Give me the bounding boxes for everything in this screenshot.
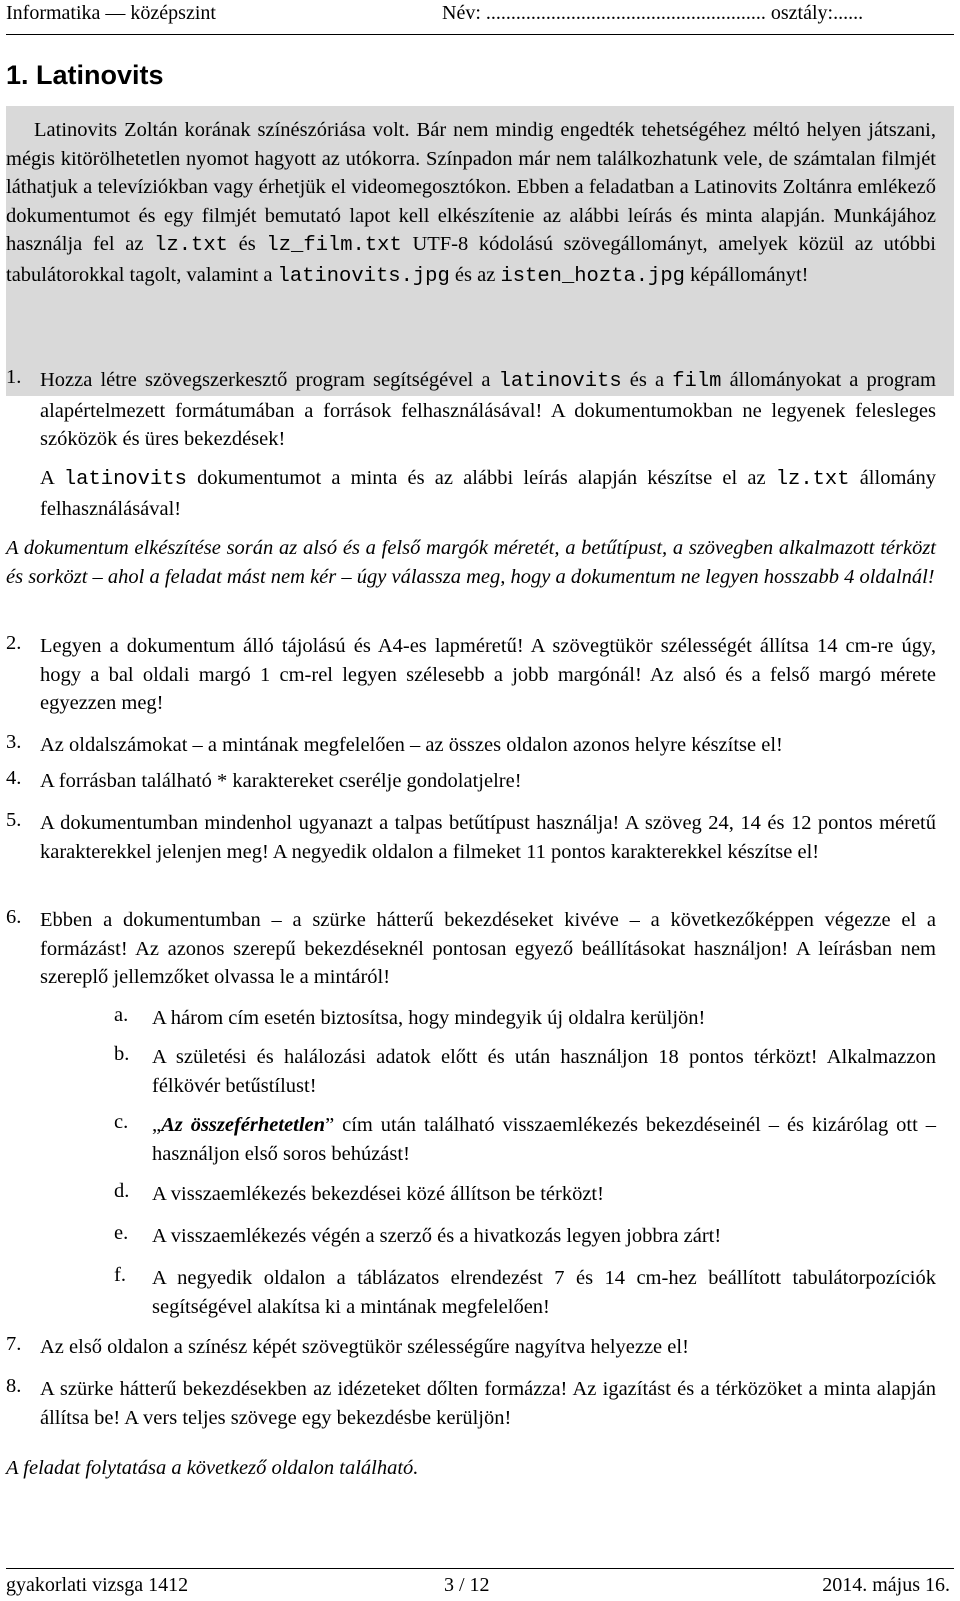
filename: latinovits.jpg: [277, 264, 450, 288]
footer-exam: gyakorlati vizsga 1412: [6, 1574, 189, 1596]
continue-note: A feladat folytatása a következő oldalon található.: [6, 1457, 419, 1479]
task-item-2: 2. Legyen a dokumentum álló tájolású és A4-es lapméretű! A szövegtükör szélességét állítsa 14 cm-re úgy, hogy a bal oldali margó 1 cm-rel legyen szélesebb a jobb margónál! Az alsó és a felső margó mérete egyezzen meg!: [6, 632, 936, 714]
latinovits-paragraph: A latinovits dokumentumot a minta és az alábbi leírás alapján készítse el az lz.txt állomány felhasználásával!: [40, 467, 936, 520]
task-item-4: 4. A forrásban található * karaktereket cserélje gondolatjelre!: [6, 767, 522, 792]
filename: lz_film.txt: [266, 234, 402, 257]
italic-note: A dokumentum elkészítése során az alsó és a felső margók méretét, a betűtípust, a szövegben alkalmazott térközt és sorközt – ahol a feladat mást nem kér – úgy válassza meg, hogy a dokumentum ne legyen hosszabb 4 oldalnál!: [6, 537, 936, 588]
subitem-f: f. A negyedik oldalon a táblázatos elrendezést 7 és 14 cm-hez beállított tabulátorpozíciók segítségével alakítsa ki a mintának megfelelően!: [114, 1264, 936, 1318]
footer-rule: [6, 1568, 954, 1569]
filename: isten_hozta.jpg: [500, 264, 685, 288]
task-item-3: 3. Az oldalszámokat – a mintának megfelelően – az összes oldalon azonos helyre készítse el!: [6, 731, 783, 756]
header-subject: Informatika — középszint: [6, 2, 216, 24]
intro-paragraph-1: Latinovits Zoltán korának színészóriása volt. Bár nem mindig engedték tehetségéhez méltó helyen játszani, mégis kitörölhetetlen nyomot hagyott az utókorra. Színpadon már nem találkozhatunk vele, de számtalan filmjét láthatjuk a televíziókban vagy érhetjük el videomegosztókon. Ebben a feladatban a Latinovits Zoltánra emlékező dokumentumot és egy filmjét bemutató lapot kell elkészítenie az alábbi leírás és minta alapján. Munkájához használja fel az lz.txt és lz_film.txt UTF-8 kódolású szövegállományt, amelyek közül az utóbbi tabulátorokkal tagolt, valamint a latinovits.jpg és az isten_hozta.jpg képállományt!: [6, 119, 936, 288]
task-title: 1. Latinovits: [6, 60, 164, 90]
subitem-d: d. A visszaemlékezés bekezdései közé állítson be térközt!: [114, 1180, 604, 1205]
task-item-1: 1. Hozza létre szövegszerkesztő program segítségével a latinovits és a film állományokat a program alapértelmezett formátumában a források felhasználásával! A dokumentumokban ne legyenek felesleges szóközök és üres bekezdések!: [6, 366, 936, 450]
header-rule: [6, 34, 954, 35]
intro-text: [6, 116, 936, 291]
filename: lz.txt: [154, 234, 228, 257]
item-number: 1.: [6, 366, 22, 388]
subitem-c: c. „Az összeférhetetlen” cím után található visszaemlékezés bekezdéseinél – és kizárólag ott – használjon első soros behúzást!: [114, 1111, 936, 1165]
task-item-7: 7. Az első oldalon a színész képét szövegtükör szélességűre nagyítva helyezze el!: [6, 1333, 689, 1358]
task-item-8: 8. A szürke hátterű bekezdésekben az idézeteket dőlten formázza! Az igazítást és a térközöket a minta alapján állítsa be! A vers teljes szövege egy bekezdésbe kerüljön!: [6, 1375, 936, 1429]
header-name-class: Név: ........................................................ osztály:......: [442, 2, 864, 24]
task-item-6: 6. Ebben a dokumentumban – a szürke hátterű bekezdéseket kivéve – a következőképpen végezze el a formázást! Az azonos szerepű bekezdéseknél pontosan egyező beállításokat használjon! A leírásban nem szereplő jellemzőket olvassa le a mintáról!: [6, 906, 936, 988]
page-header: [6, 2, 954, 32]
footer-page-number: 3 / 12: [444, 1574, 490, 1596]
task-item-5: 5. A dokumentumban mindenhol ugyanazt a talpas betűtípust használja! A szöveg 24, 14 és 12 pontos méretű karakterekkel jelenjen meg! A negyedik oldalon a filmeket 11 pontos karakterekkel készítse el!: [6, 809, 936, 863]
subitem-a: a. A három cím esetén biztosítsa, hogy mindegyik új oldalra kerüljön!: [114, 1004, 706, 1029]
subitem-e: e. A visszaemlékezés végén a szerző és a hivatkozás legyen jobbra zárt!: [114, 1222, 722, 1247]
subitem-b: b. A születési és halálozási adatok előtt és után használjon 18 pontos térközt! Alkalmazzon félkövér betűstílust!: [114, 1043, 936, 1097]
footer-date: 2014. május 16.: [822, 1574, 950, 1596]
